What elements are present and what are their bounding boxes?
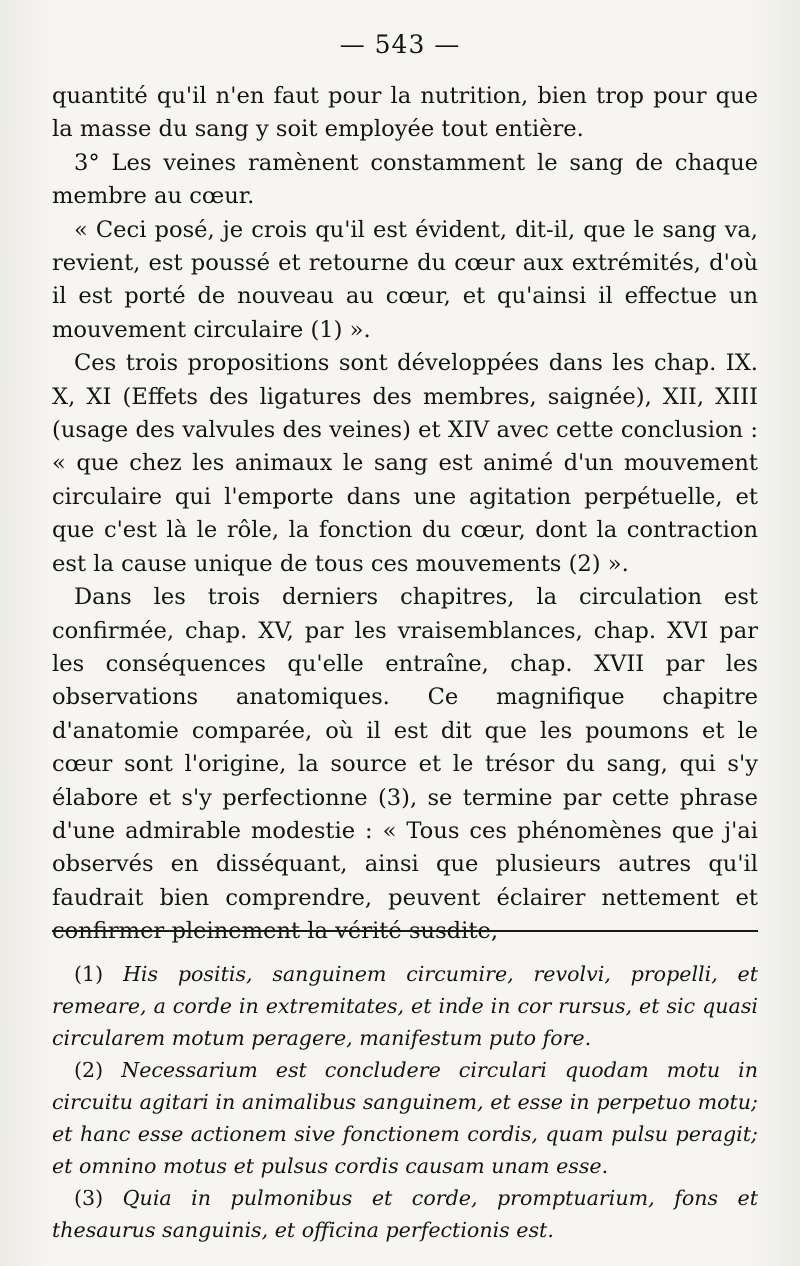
footnotes bbox=[52, 958, 758, 1246]
footnote-1 bbox=[52, 958, 758, 1054]
paragraph-veins: 3° Les veines ramènent constamment le sang de chaque membre au cœur. bbox=[52, 149, 758, 210]
paragraph-continuation: quantité qu'il n'en faut pour la nutrition, bien trop pour que la masse du sang y soit employée tout entière. bbox=[52, 83, 758, 143]
footnote-number: (3) bbox=[74, 1186, 104, 1210]
paragraph-quote-circulation: « Ceci posé, je crois qu'il est évident, dit-il, que le sang va, revient, est poussé et retourne du cœur aux extrémités, d'où il est porté de nouveau au cœur, et qu'ainsi il effectue un mouvement circulaire (1) ». bbox=[52, 216, 758, 343]
body-text bbox=[52, 80, 758, 949]
footnote-text: Necessarium est concludere circulari quodam motu in circuitu agitari in animalibus sanguinem, et esse in perpetuo motu; et hanc esse actionem sive fonctionem cordis, quam pulsu peragit; et omnino motus et pulsus cordis causam unam esse. bbox=[52, 1058, 759, 1178]
footnote-divider bbox=[52, 930, 758, 932]
page-number: — 543 — bbox=[339, 30, 461, 59]
footnote-2 bbox=[52, 1054, 758, 1182]
paragraph-last-chapters: Dans les trois derniers chapitres, la circulation est confirmée, chap. XV, par les vraisemblances, chap. XVI par les conséquences qu'elle entraîne, chap. XVII par les observations anatomiques. Ce magnifique chapitre d'anatomie comparée, où il est dit que les poumons et le cœur sont l'origine, la source et le trésor du sang, qui s'y élabore et s'y perfectionne (3), se termine par cette phrase d'une admirable modestie : « Tous ces phénomènes que j'ai observés en disséquant, ainsi que plusieurs autres qu'il faudrait bien comprendre, peuvent éclairer nettement et confirmer pleinement la vérité susdite, bbox=[52, 584, 758, 945]
footnote-number: (2) bbox=[74, 1058, 104, 1082]
footnote-text: His positis, sanguinem circumire, revolvi, propelli, et remeare, a corde in extremitates, et inde in cor rursus, et sic quasi circularem motum peragere, manifestum puto fore. bbox=[52, 962, 758, 1050]
footnote-3 bbox=[52, 1182, 758, 1246]
footnote-text: Quia in pulmonibus et corde, promptuarium, fons et thesaurus sanguinis, et officina perfectionis est. bbox=[52, 1186, 759, 1242]
paragraph-propositions: Ces trois propositions sont développées dans les chap. IX. X, XI (Effets des ligatures des membres, saignée), XII, XIII (usage des valvules des veines) et XIV avec cette conclusion : « que chez les animaux le sang est animé d'un mouvement circulaire qui l'emporte dans une agitation perpétuelle, et que c'est là le rôle, la fonction du cœur, dont la contraction est la cause unique de tous ces mouvements (2) ». bbox=[52, 350, 758, 577]
footnote-number: (1) bbox=[74, 962, 104, 986]
